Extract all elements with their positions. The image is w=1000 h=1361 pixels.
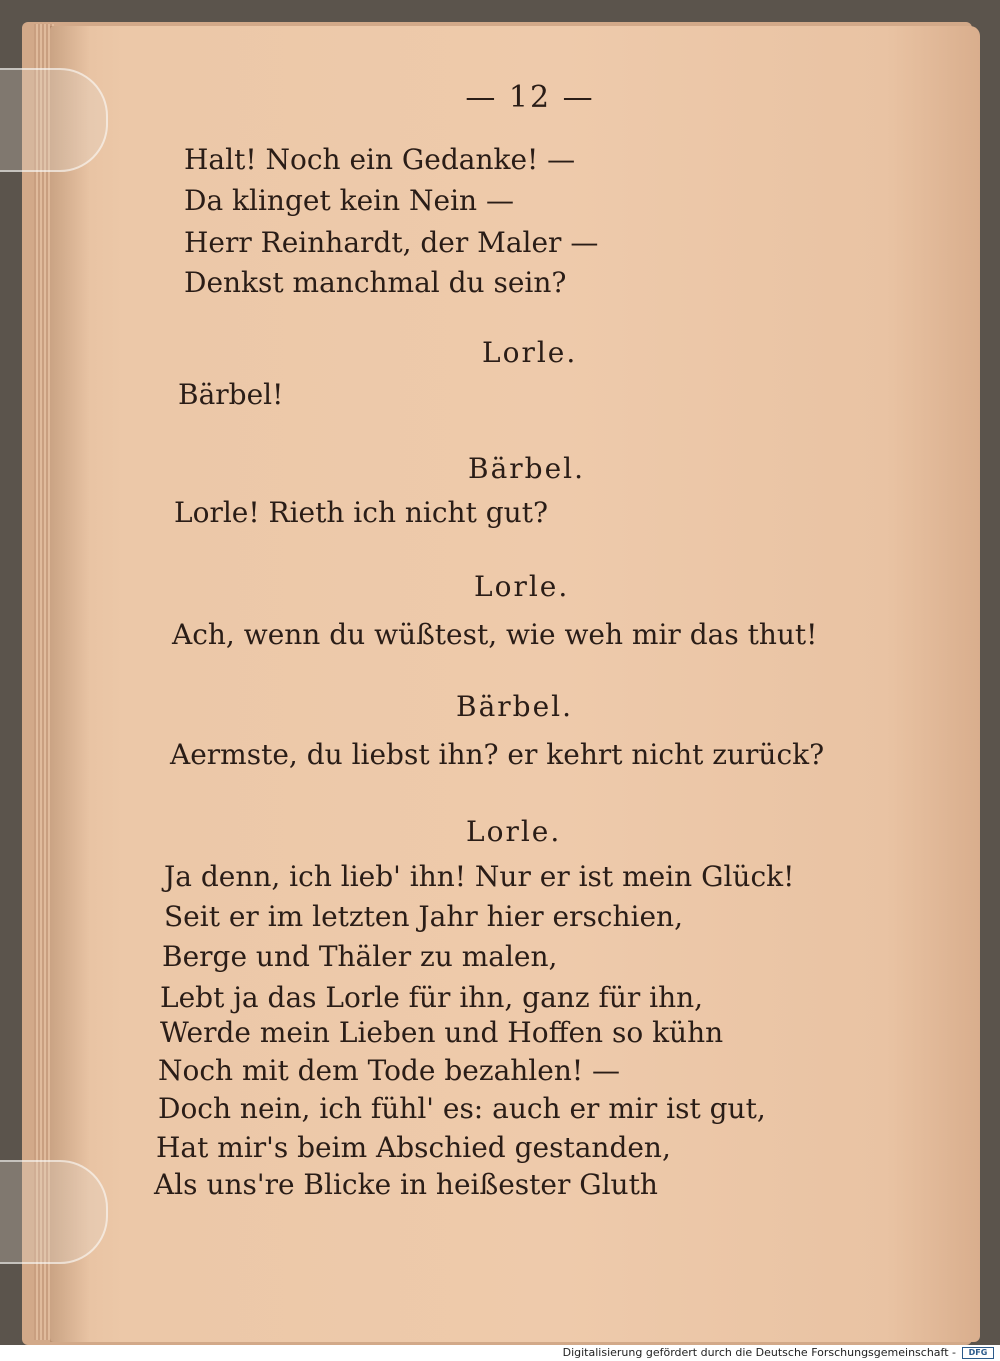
verse-line: Halt! Noch ein Gedanke! — — [184, 143, 576, 176]
dfg-logo-icon: DFG — [962, 1347, 994, 1359]
clip-bottom-icon — [0, 1160, 108, 1264]
verse-line: Noch mit dem Tode bezahlen! — — [158, 1054, 621, 1087]
verse-line: Herr Reinhardt, der Maler — — [184, 226, 599, 259]
speaker-name: Lorle. — [482, 336, 578, 369]
verse-line: Als uns're Blicke in heißester Gluth — [154, 1168, 658, 1201]
footer-bar — [0, 1345, 1000, 1361]
verse-line: Da klinget kein Nein — — [184, 184, 514, 217]
funding-notice: Digitalisierung gefördert durch die Deutsche Forschungsgemeinschaft - — [562, 1346, 956, 1359]
verse-line: Hat mir's beim Abschied gestanden, — [156, 1131, 671, 1164]
verse-line: Doch nein, ich fühl' es: auch er mir ist gut, — [158, 1092, 766, 1125]
verse-line: Aermste, du liebst ihn? er kehrt nicht zurück? — [170, 738, 825, 771]
page-gutter-shadow — [50, 26, 90, 1342]
verse-line: Bärbel! — [178, 378, 284, 411]
speaker-name: Bärbel. — [468, 452, 586, 485]
verse-line: Ach, wenn du wüßtest, wie weh mir das thut! — [172, 618, 818, 651]
verse-line: Denkst manchmal du sein? — [184, 266, 567, 299]
page-number: — 12 — — [465, 80, 595, 115]
clip-top-icon — [0, 68, 108, 172]
verse-line: Seit er im letzten Jahr hier erschien, — [164, 900, 683, 933]
verse-line: Berge und Thäler zu malen, — [162, 940, 558, 973]
speaker-name: Lorle. — [466, 815, 562, 848]
speaker-name: Lorle. — [474, 570, 570, 603]
verse-line: Ja denn, ich lieb' ihn! Nur er ist mein Glück! — [164, 860, 795, 893]
speaker-name: Bärbel. — [456, 690, 574, 723]
verse-line: Werde mein Lieben und Hoffen so kühn — [160, 1016, 724, 1049]
verse-line: Lorle! Rieth ich nicht gut? — [174, 496, 548, 529]
verse-line: Lebt ja das Lorle für ihn, ganz für ihn, — [160, 981, 704, 1014]
